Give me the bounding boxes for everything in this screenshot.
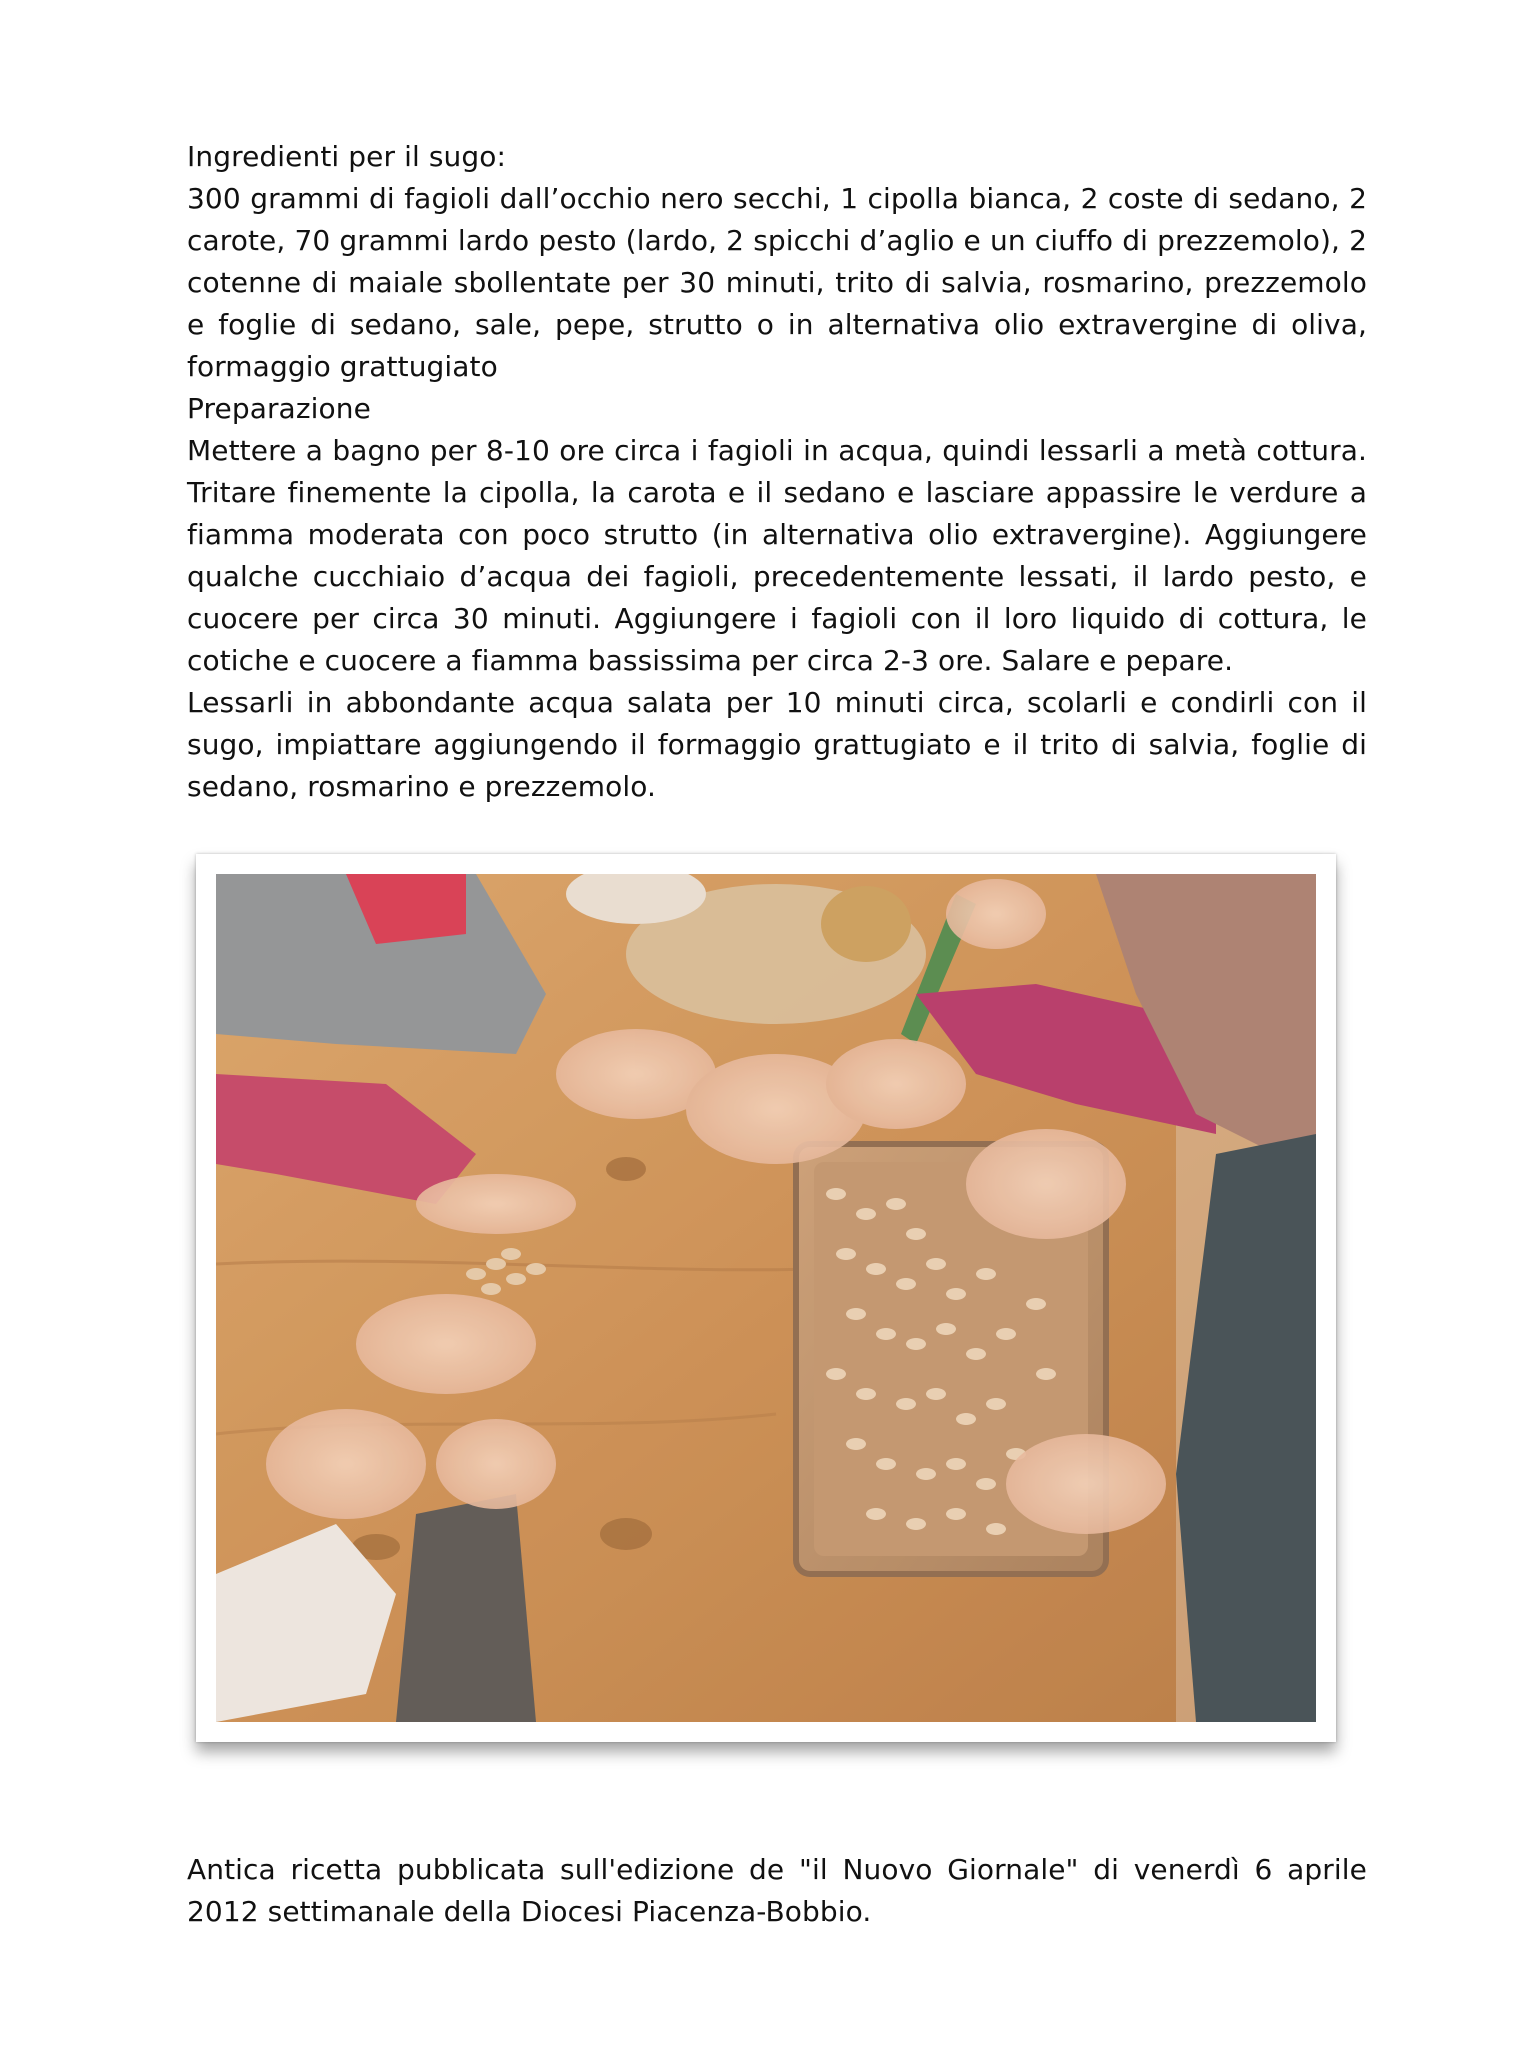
recipe-text [187,136,1367,808]
cooking-steps: Lessarli in abbondante acqua salata per 10 minuti circa, scolarli e condirli con il sugo, impiattare aggiungendo il formaggio grattugiato e il trito di salvia, foglie di sedano, rosmarino e prezzemolo. [187,686,1367,803]
ingredients-heading: Ingredienti per il sugo: [187,140,507,173]
preparation-steps: Mettere a bagno per 8-10 ore circa i fagioli in acqua, quindi lessarli a metà cottura. Tritare finemente la cipolla, la carota e il sedano e lasciare appassire le verdure a fiamma moderata con poco strutto (in alternativa olio extravergine). Aggiungere qualche cucchiaio d’acqua dei fagioli, precedentemente lessati, il lardo pesto, e cuocere per circa 30 minuti. Aggiungere i fagioli con il loro liquido di cottura, le cotiche e cuocere a fiamma bassissima per circa 2-3 ore. Salare e pepare. [187,434,1367,677]
photo-children-making-pasta [216,874,1316,1722]
preparation-heading: Preparazione [187,392,371,425]
photo-frame [196,854,1336,1742]
source-text: Antica ricetta pubblicata sull'edizione de "il Nuovo Giornale" di venerdì 6 aprile 2012 settimanale della Diocesi Piacenza-Bobbio. [187,1853,1367,1928]
source-note [187,1849,1367,1933]
ingredients-list: 300 grammi di fagioli dall’occhio nero secchi, 1 cipolla bianca, 2 coste di sedano, 2 carote, 70 grammi lardo pesto (lardo, 2 spicchi d’aglio e un ciuffo di prezzemolo), 2 cotenne di maiale sbollentate per 30 minuti, trito di salvia, rosmarino, prezzemolo e foglie di sedano, sale, pepe, strutto o in alternativa olio extravergine di oliva, formaggio grattugiato [187,182,1367,383]
photo-illustration [216,874,1316,1722]
